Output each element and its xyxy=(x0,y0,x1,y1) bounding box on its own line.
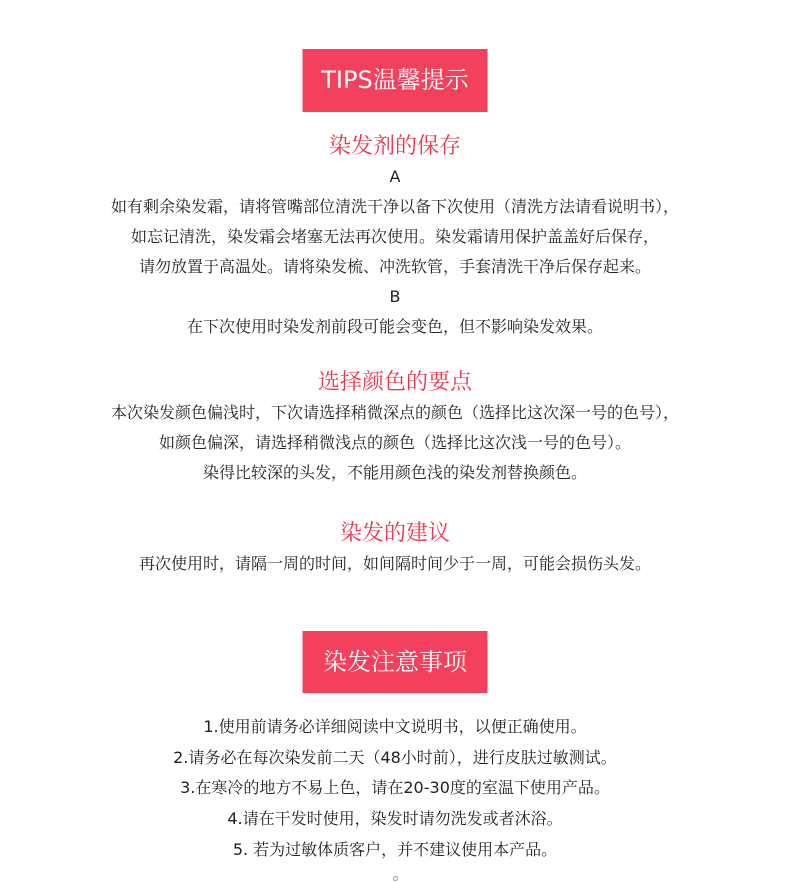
storage-b-line-1: 在下次使用时染发剂前段可能会变色，但不影响染发效果。 xyxy=(186,317,603,336)
color-line-1: 本次染发颜色偏浅时，下次请选择稍微深点的颜色（选择比这次深一号的色号）， xyxy=(110,403,679,422)
notes-item-2: 2.请务必在每次染发前二天（48小时前），进行皮肤过敏测试。 xyxy=(173,748,617,767)
color-heading: 选择颜色的要点 xyxy=(317,370,472,395)
notes-item-3: 3.在寒冷的地方不易上色，请在20-30度的室温下使用产品。 xyxy=(180,778,610,797)
bottom-dot-mark xyxy=(393,876,398,881)
tips-banner: TIPS温馨提示 xyxy=(303,49,488,112)
storage-a-line-2: 如忘记清洗，染发霜会堵塞无法再次使用。染发霜请用保护盖盖好后保存， xyxy=(130,227,659,246)
color-line-3: 染得比较深的头发，不能用颜色浅的染发剂替换颜色。 xyxy=(202,463,587,482)
storage-a-line-1: 如有剩余染发霜，请将管嘴部位清洗干净以备下次使用（清洗方法请看说明书）， xyxy=(110,197,679,216)
notes-item-5: 5. 若为过敏体质客户，并不建议使用本产品。 xyxy=(232,840,558,859)
storage-heading: 染发剂的保存 xyxy=(328,134,461,159)
color-line-2: 如颜色偏深，请选择稍微浅点的颜色（选择比这次浅一号的色号）。 xyxy=(158,433,631,452)
notes-item-4: 4.请在干发时使用，染发时请勿洗发或者沐浴。 xyxy=(227,809,563,828)
notes-banner: 染发注意事项 xyxy=(303,631,488,693)
notes-item-1: 1.使用前请务必详细阅读中文说明书，以便正确使用。 xyxy=(203,717,587,736)
advice-heading: 染发的建议 xyxy=(339,521,450,546)
storage-label-a: A xyxy=(389,167,401,186)
advice-line-1: 再次使用时，请隔一周的时间，如间隔时间少于一周，可能会损伤头发。 xyxy=(138,554,651,573)
storage-label-b: B xyxy=(389,287,401,306)
storage-a-line-3: 请勿放置于高温处。请将染发梳、冲洗软管，手套清洗干净后保存起来。 xyxy=(138,257,651,276)
